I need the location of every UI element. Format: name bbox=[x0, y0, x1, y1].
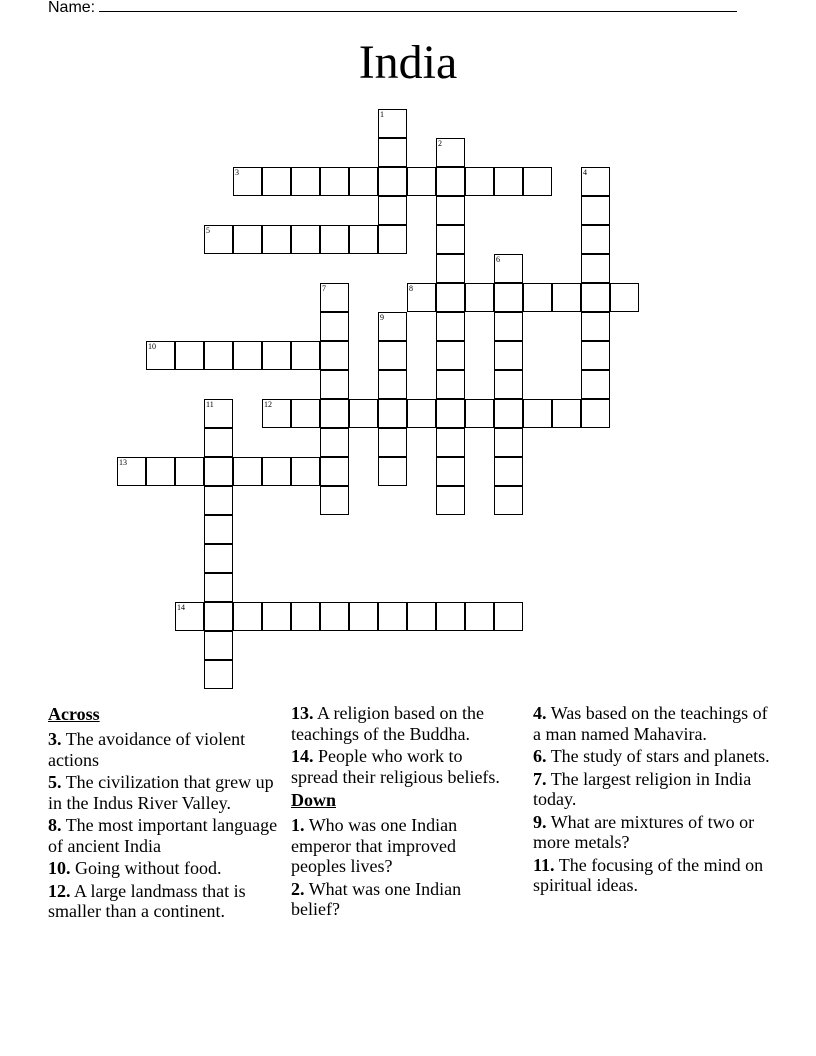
clue-down-1 bbox=[291, 815, 511, 877]
grid-cell[interactable] bbox=[320, 370, 349, 399]
clue-number-label: 2 bbox=[438, 139, 442, 148]
grid-cell[interactable] bbox=[349, 602, 378, 631]
grid-cell[interactable] bbox=[407, 399, 436, 428]
grid-cell[interactable] bbox=[262, 167, 291, 196]
grid-cell[interactable] bbox=[552, 399, 581, 428]
clue-text: Going without food. bbox=[75, 858, 222, 878]
clue-across-13 bbox=[291, 703, 511, 744]
grid-cell[interactable] bbox=[204, 457, 233, 486]
clue-number-label: 4 bbox=[583, 168, 587, 177]
clue-across-14 bbox=[291, 746, 511, 787]
grid-cell[interactable] bbox=[436, 283, 465, 312]
clue-text: Who was one Indian emperor that improved peoples lives? bbox=[291, 815, 458, 876]
clue-number: 6. bbox=[533, 746, 547, 766]
grid-cell[interactable] bbox=[204, 341, 233, 370]
clue-down-6 bbox=[533, 746, 773, 767]
grid-cell[interactable] bbox=[320, 167, 349, 196]
clue-across-5 bbox=[48, 772, 284, 813]
clue-number-label: 11 bbox=[206, 400, 214, 409]
clue-number-label: 7 bbox=[322, 284, 326, 293]
grid-cell[interactable] bbox=[204, 428, 233, 457]
grid-cell[interactable] bbox=[378, 196, 407, 225]
grid-cell[interactable] bbox=[233, 602, 262, 631]
clue-across-8 bbox=[48, 815, 284, 856]
grid-cell[interactable] bbox=[320, 399, 349, 428]
grid-cell[interactable] bbox=[349, 167, 378, 196]
grid-cell[interactable] bbox=[291, 457, 320, 486]
clue-number-label: 6 bbox=[496, 255, 500, 264]
grid-cell[interactable] bbox=[465, 167, 494, 196]
name-label: Name: bbox=[48, 0, 96, 16]
grid-cell[interactable] bbox=[204, 486, 233, 515]
grid-cell[interactable] bbox=[378, 457, 407, 486]
grid-cell[interactable] bbox=[494, 602, 523, 631]
grid-cell[interactable] bbox=[378, 399, 407, 428]
clue-number: 4. bbox=[533, 703, 547, 723]
grid-cell[interactable] bbox=[262, 225, 291, 254]
grid-cell[interactable] bbox=[465, 602, 494, 631]
clue-number-label: 3 bbox=[235, 168, 239, 177]
grid-cell[interactable] bbox=[320, 428, 349, 457]
clue-number: 10. bbox=[48, 858, 71, 878]
clue-number-label: 9 bbox=[380, 313, 384, 322]
grid-cell[interactable] bbox=[494, 341, 523, 370]
grid-cell[interactable] bbox=[581, 254, 610, 283]
grid-cell[interactable] bbox=[494, 399, 523, 428]
grid-cell[interactable] bbox=[581, 196, 610, 225]
grid-cell[interactable] bbox=[320, 341, 349, 370]
grid-cell[interactable] bbox=[204, 515, 233, 544]
clue-number: 9. bbox=[533, 811, 547, 832]
grid-cell[interactable] bbox=[523, 283, 552, 312]
clue-across-10 bbox=[48, 858, 284, 879]
grid-cell[interactable] bbox=[436, 341, 465, 370]
grid-cell[interactable] bbox=[378, 428, 407, 457]
grid-cell[interactable] bbox=[378, 167, 407, 196]
clue-number-label: 8 bbox=[409, 284, 413, 293]
clue-number: 12. bbox=[48, 880, 71, 901]
grid-cell[interactable] bbox=[320, 225, 349, 254]
clue-number: 7. bbox=[533, 768, 547, 789]
clue-across-12 bbox=[48, 881, 284, 922]
grid-cell[interactable] bbox=[291, 602, 320, 631]
clues-column-1 bbox=[48, 703, 284, 924]
grid-cell[interactable] bbox=[291, 167, 320, 196]
clue-number: 3. bbox=[48, 729, 62, 749]
grid-cell[interactable] bbox=[523, 167, 552, 196]
clue-text: The civilization that grew up in the Indus River Valley. bbox=[48, 772, 274, 813]
grid-cell[interactable] bbox=[291, 225, 320, 254]
grid-cell[interactable] bbox=[233, 341, 262, 370]
grid-cell[interactable] bbox=[204, 660, 233, 689]
clue-text: The largest religion in India today. bbox=[533, 768, 752, 809]
clue-number: 11. bbox=[533, 854, 555, 875]
clues-column-3 bbox=[533, 703, 773, 898]
grid-cell[interactable] bbox=[204, 602, 233, 631]
grid-cell[interactable] bbox=[581, 283, 610, 312]
clue-number: 2. bbox=[291, 878, 305, 899]
grid-cell[interactable] bbox=[494, 370, 523, 399]
grid-cell[interactable] bbox=[320, 486, 349, 515]
grid-cell[interactable] bbox=[494, 486, 523, 515]
clue-text: A religion based on the teachings of the Buddha. bbox=[291, 703, 484, 744]
grid-cell[interactable] bbox=[262, 341, 291, 370]
grid-cell[interactable] bbox=[262, 457, 291, 486]
grid-cell[interactable] bbox=[262, 602, 291, 631]
grid-cell[interactable] bbox=[494, 457, 523, 486]
grid-cell[interactable] bbox=[552, 283, 581, 312]
clue-across-3 bbox=[48, 729, 284, 770]
grid-cell[interactable] bbox=[436, 602, 465, 631]
grid-cell[interactable] bbox=[407, 602, 436, 631]
grid-cell[interactable] bbox=[581, 312, 610, 341]
grid-cell[interactable] bbox=[320, 602, 349, 631]
grid-cell[interactable] bbox=[175, 457, 204, 486]
grid-cell[interactable] bbox=[436, 370, 465, 399]
grid-cell[interactable] bbox=[146, 457, 175, 486]
clue-text: The most important language of ancient India bbox=[48, 815, 278, 856]
grid-cell[interactable] bbox=[378, 370, 407, 399]
grid-cell[interactable] bbox=[494, 283, 523, 312]
grid-cell[interactable] bbox=[494, 428, 523, 457]
clue-number-label: 10 bbox=[148, 342, 156, 351]
grid-cell[interactable] bbox=[436, 486, 465, 515]
clue-number-label: 12 bbox=[264, 400, 272, 409]
grid-cell[interactable] bbox=[465, 399, 494, 428]
grid-cell[interactable] bbox=[291, 341, 320, 370]
clue-text: The avoidance of violent actions bbox=[48, 729, 246, 770]
clue-text: People who work to spread their religious beliefs. bbox=[291, 746, 500, 787]
grid-cell[interactable] bbox=[378, 225, 407, 254]
clue-number: 5. bbox=[48, 772, 62, 792]
grid-cell[interactable] bbox=[378, 602, 407, 631]
across-heading: Across bbox=[48, 704, 100, 724]
grid-cell[interactable] bbox=[436, 254, 465, 283]
grid-cell[interactable] bbox=[349, 399, 378, 428]
grid-cell[interactable] bbox=[436, 225, 465, 254]
clue-down-11 bbox=[533, 855, 773, 896]
grid-cell[interactable] bbox=[349, 225, 378, 254]
grid-cell[interactable] bbox=[204, 573, 233, 602]
grid-cell[interactable] bbox=[465, 283, 494, 312]
grid-cell[interactable] bbox=[436, 399, 465, 428]
clue-number-label: 14 bbox=[177, 603, 185, 612]
clue-text: What are mixtures of two or more metals? bbox=[533, 811, 755, 852]
page-title: India bbox=[358, 36, 458, 89]
clue-number: 14. bbox=[291, 746, 314, 766]
grid-cell[interactable] bbox=[320, 457, 349, 486]
grid-cell[interactable] bbox=[320, 312, 349, 341]
clue-text: What was one Indian belief? bbox=[291, 878, 462, 919]
grid-cell[interactable] bbox=[581, 341, 610, 370]
clues-column-2 bbox=[291, 703, 511, 922]
clue-text: The study of stars and planets. bbox=[550, 746, 770, 766]
clue-down-7 bbox=[533, 769, 773, 810]
grid-cell[interactable] bbox=[233, 457, 262, 486]
clue-text: The focusing of the mind on spiritual ideas. bbox=[533, 854, 764, 895]
clue-number-label: 5 bbox=[206, 226, 210, 235]
grid-cell[interactable] bbox=[378, 138, 407, 167]
grid-cell[interactable] bbox=[436, 167, 465, 196]
grid-cell[interactable] bbox=[523, 399, 552, 428]
grid-cell[interactable] bbox=[494, 167, 523, 196]
grid-cell[interactable] bbox=[204, 544, 233, 573]
grid-cell[interactable] bbox=[581, 225, 610, 254]
clue-number: 1. bbox=[291, 815, 305, 835]
clue-number: 13. bbox=[291, 703, 314, 723]
clue-number-label: 13 bbox=[119, 458, 127, 467]
clue-down-9 bbox=[533, 812, 773, 853]
grid-cell[interactable] bbox=[436, 428, 465, 457]
grid-cell[interactable] bbox=[233, 225, 262, 254]
grid-cell[interactable] bbox=[436, 196, 465, 225]
grid-cell[interactable] bbox=[436, 457, 465, 486]
grid-cell[interactable] bbox=[204, 631, 233, 660]
down-heading: Down bbox=[291, 790, 337, 810]
clue-number: 8. bbox=[48, 815, 62, 835]
clue-down-2 bbox=[291, 879, 511, 920]
grid-cell[interactable] bbox=[291, 399, 320, 428]
clue-number-label: 1 bbox=[380, 110, 384, 119]
grid-cell[interactable] bbox=[378, 341, 407, 370]
grid-cell[interactable] bbox=[436, 312, 465, 341]
grid-cell[interactable] bbox=[175, 341, 204, 370]
grid-cell[interactable] bbox=[581, 370, 610, 399]
grid-cell[interactable] bbox=[494, 312, 523, 341]
clue-text: A large landmass that is smaller than a continent. bbox=[48, 880, 246, 921]
clue-down-4 bbox=[533, 703, 773, 744]
grid-cell[interactable] bbox=[407, 167, 436, 196]
clue-text: Was based on the teachings of a man named Mahavira. bbox=[533, 703, 768, 744]
grid-cell[interactable] bbox=[581, 399, 610, 428]
grid-cell[interactable] bbox=[610, 283, 639, 312]
